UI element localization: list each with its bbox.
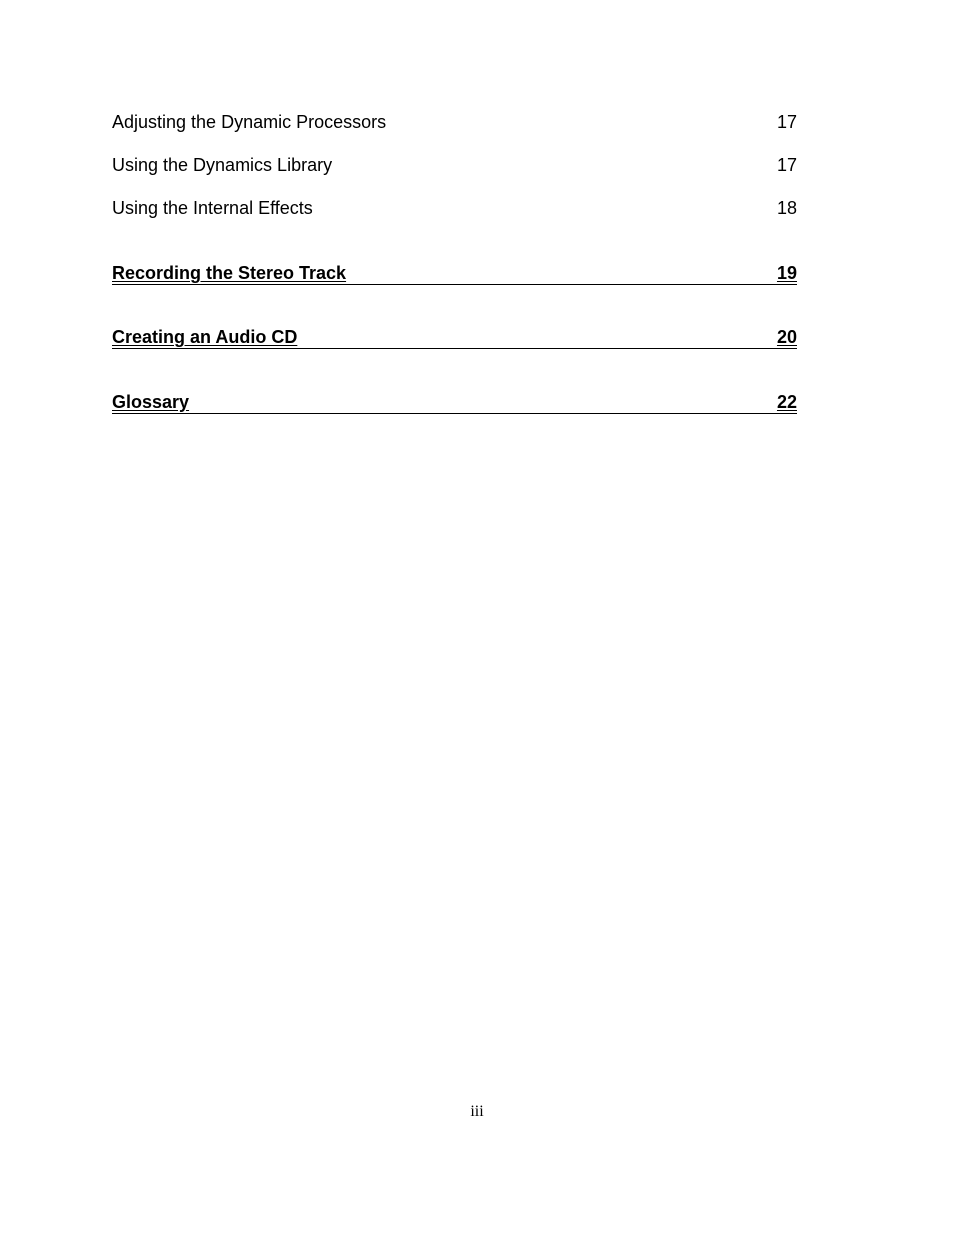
toc-entry-dynamics-library[interactable] <box>112 154 797 176</box>
toc-entry-page: 19 <box>776 263 797 283</box>
toc-entry-page: 20 <box>776 327 797 347</box>
toc-entry-title: Glossary <box>112 392 190 412</box>
toc-entry-page: 17 <box>776 155 797 175</box>
toc-entry-glossary[interactable] <box>112 391 797 414</box>
toc-entry-title: Using the Dynamics Library <box>112 155 333 175</box>
toc-entry-page: 17 <box>776 112 797 132</box>
toc-entry-title: Creating an Audio CD <box>112 327 298 347</box>
toc-entry-page: 22 <box>776 392 797 412</box>
toc-entry-title: Adjusting the Dynamic Processors <box>112 112 387 132</box>
toc-entry-internal-effects[interactable] <box>112 197 797 219</box>
toc-entry-adjusting-dynamic-processors[interactable] <box>112 111 797 133</box>
toc-entry-title: Recording the Stereo Track <box>112 263 347 283</box>
toc-entry-page: 18 <box>776 198 797 218</box>
toc-entry-title: Using the Internal Effects <box>112 198 313 218</box>
page-number: iii <box>470 1103 484 1120</box>
toc-entry-recording-stereo-track[interactable] <box>112 262 797 285</box>
toc-entry-creating-audio-cd[interactable] <box>112 326 797 349</box>
